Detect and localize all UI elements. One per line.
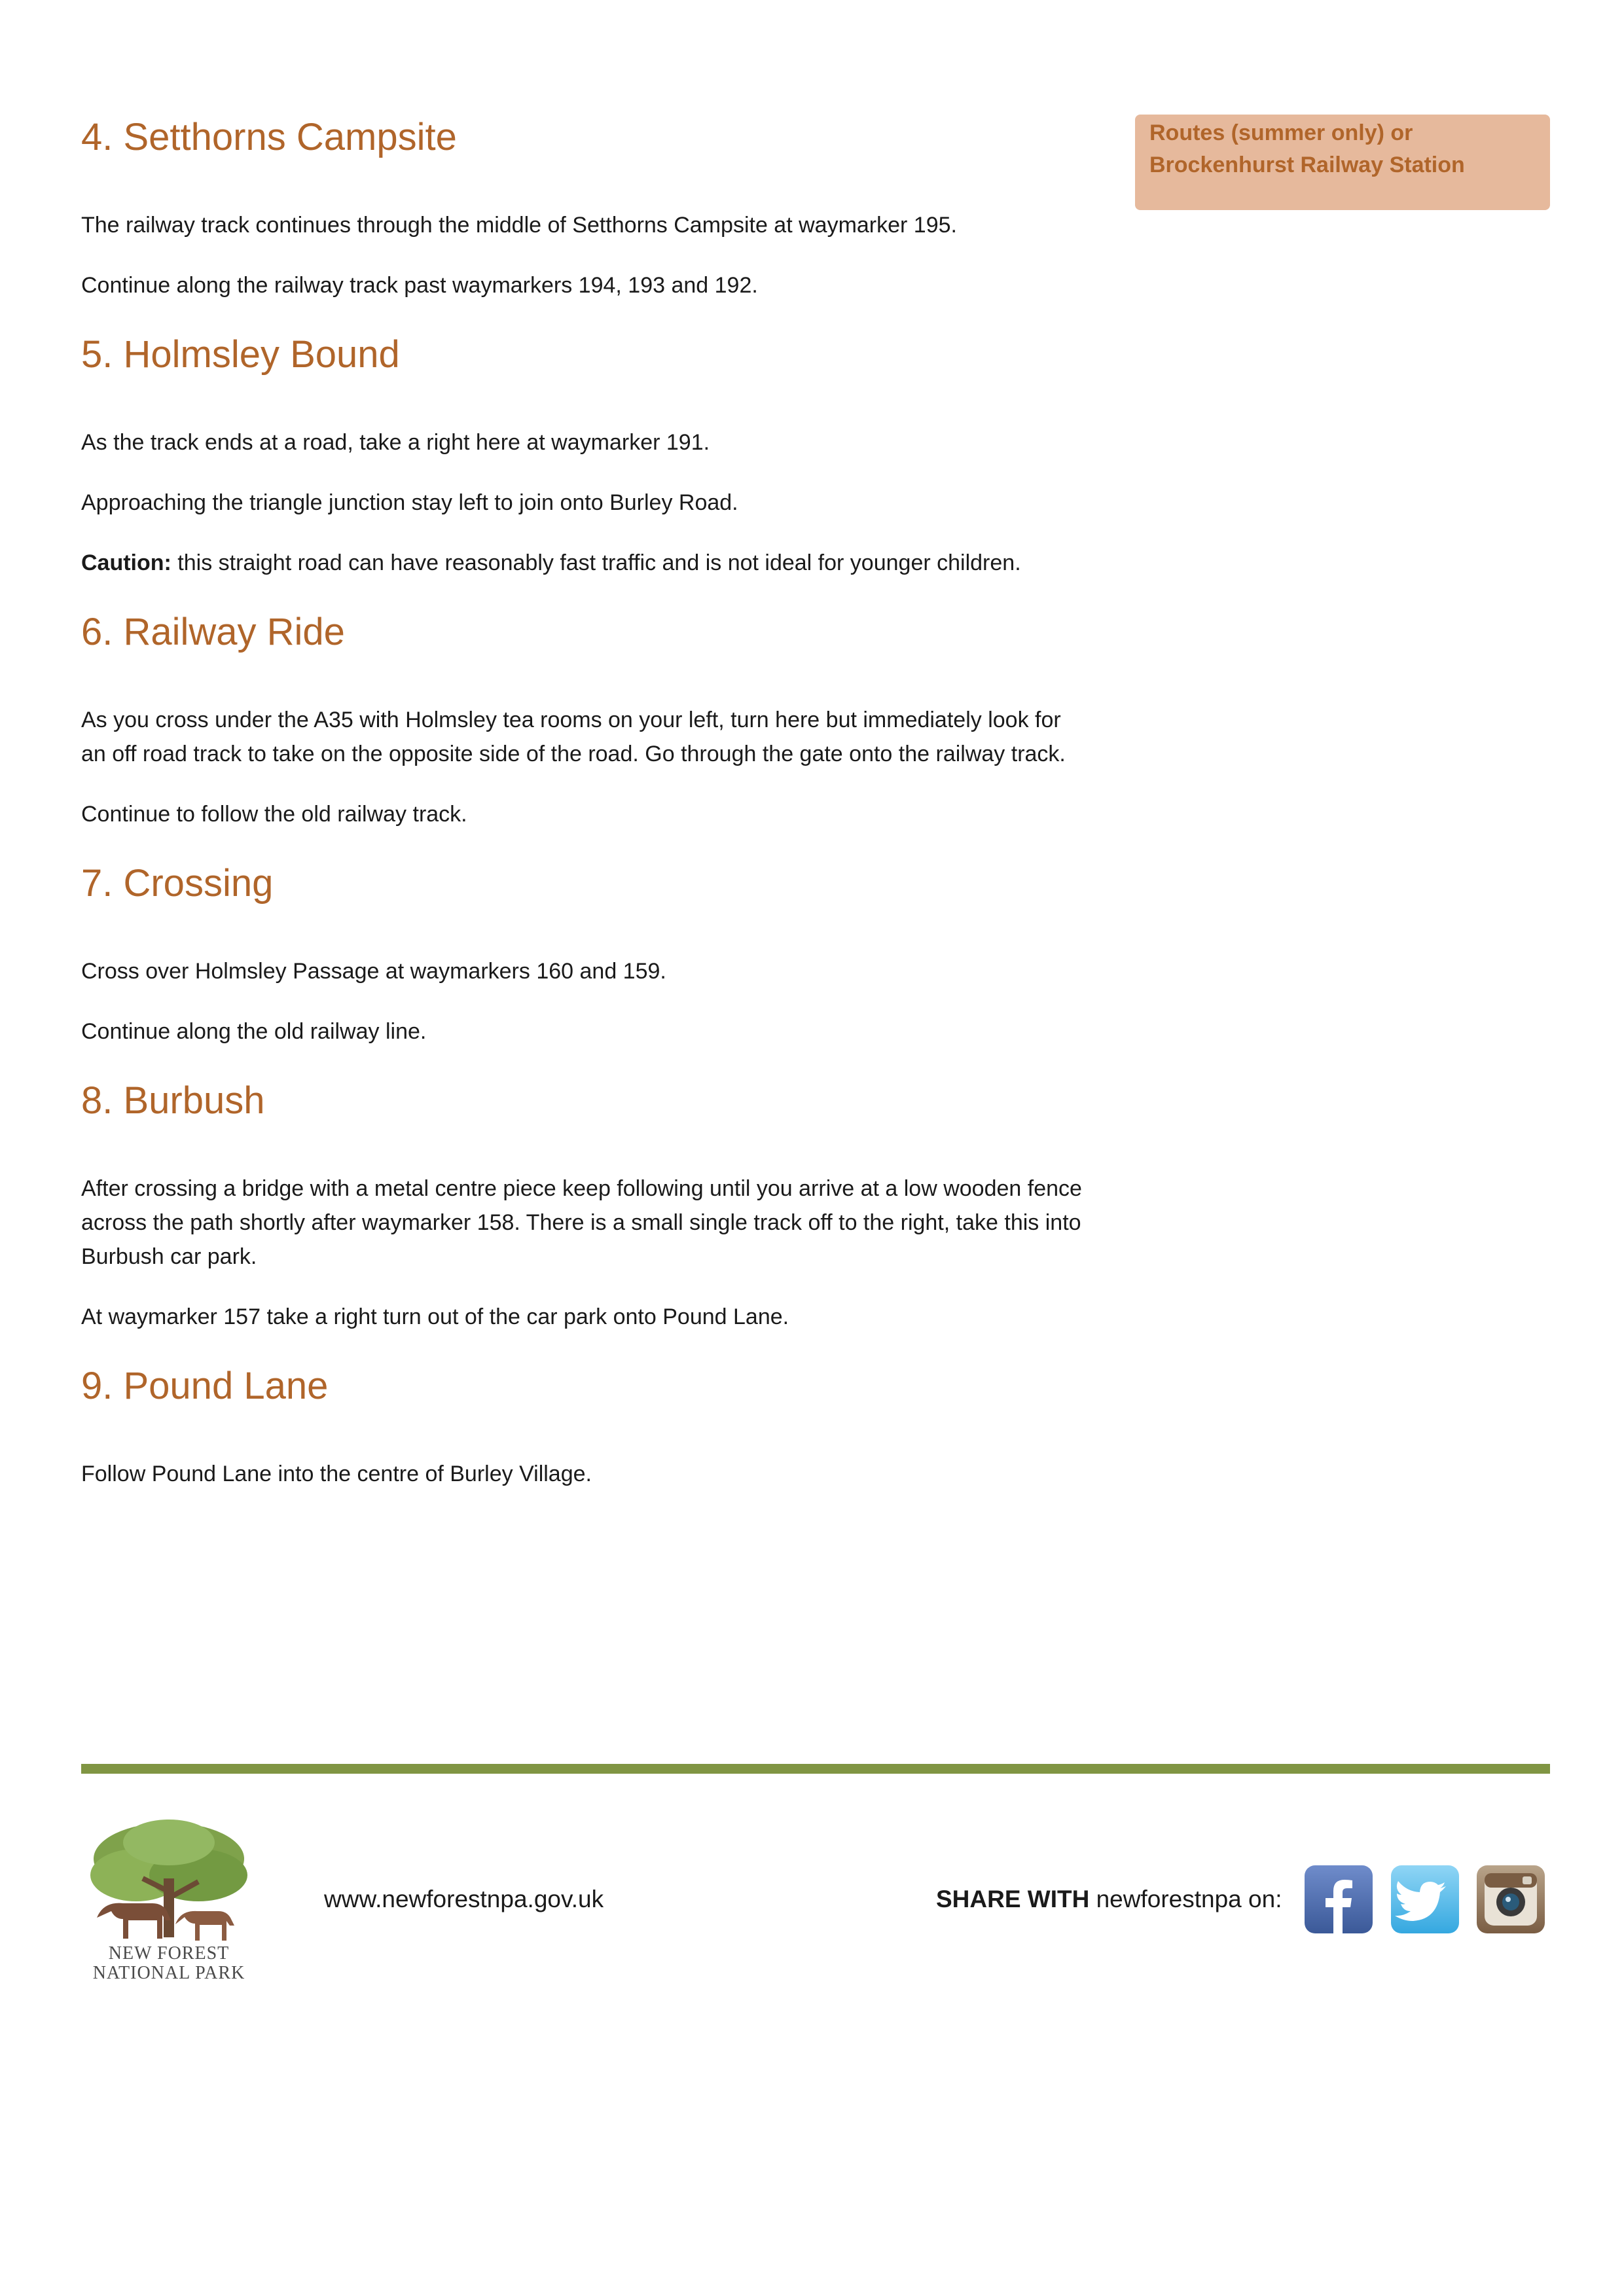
- website-link[interactable]: www.newforestnpa.gov.uk: [324, 1886, 604, 1912]
- sidebox-line: Brockenhurst Railway Station: [1149, 152, 1465, 177]
- paragraph: Cross over Holmsley Passage at waymarkers 160 and 159.: [81, 959, 666, 984]
- logo-line: NEW FOREST: [108, 1943, 230, 1964]
- caution-text: this straight road can have reasonably fast traffic and is not ideal for younger children.: [171, 550, 1021, 575]
- main-content: [81, 111, 1102, 1517]
- caution-label: Caution:: [81, 550, 171, 575]
- sidebox-line: Routes (summer only) or: [1149, 120, 1413, 145]
- section-heading: 9. Pound Lane: [81, 1365, 329, 1407]
- paragraph: As the track ends at a road, take a right here at waymarker 191.: [81, 430, 710, 455]
- paragraph: The railway track continues through the middle of Setthorns Campsite at waymarker 195.: [81, 213, 957, 238]
- logo-wordmark: [77, 1944, 261, 1983]
- logo-line: NATIONAL PARK: [92, 1963, 245, 1983]
- paragraph: At waymarker 157 take a right turn out of the car park onto Pound Lane.: [81, 1304, 789, 1329]
- section-pound-lane: [81, 1360, 1102, 1491]
- paragraph: Approaching the triangle junction stay left to join onto Burley Road.: [81, 490, 738, 515]
- paragraph: After crossing a bridge with a metal centre piece keep following until you arrive at a low wooden fence across the path shortly after waymarker 158. There is a small single track off to the right, take this into Burbush car park.: [81, 1176, 1082, 1269]
- paragraph: Continue along the old railway line.: [81, 1019, 427, 1044]
- footer-divider: [81, 1764, 1550, 1774]
- share-bold: SHARE WITH: [936, 1886, 1090, 1912]
- facebook-icon[interactable]: [1305, 1865, 1373, 1933]
- paragraph: As you cross under the A35 with Holmsley tea rooms on your left, turn here but immediately look for an off road track to take on the opposite side of the road. Go through the gate onto the railway track.: [81, 708, 1066, 766]
- section-heading: 6. Railway Ride: [81, 611, 345, 653]
- section-holmsley-bound: [81, 329, 1102, 580]
- section-crossing: [81, 857, 1102, 1049]
- section-heading: 7. Crossing: [81, 862, 274, 905]
- section-heading: 4. Setthorns Campsite: [81, 116, 457, 158]
- twitter-icon[interactable]: [1391, 1865, 1459, 1933]
- route-sidebox: [1135, 115, 1550, 210]
- paragraph: Continue along the railway track past waymarkers 194, 193 and 192.: [81, 273, 758, 298]
- section-heading: 5. Holmsley Bound: [81, 333, 400, 376]
- share-text: [936, 1883, 1282, 1916]
- section-heading: 8. Burbush: [81, 1079, 265, 1122]
- section-railway-ride: [81, 606, 1102, 831]
- caution-paragraph: [81, 546, 1063, 580]
- instagram-icon[interactable]: [1477, 1865, 1545, 1933]
- paragraph: Follow Pound Lane into the centre of Burley Village.: [81, 1462, 592, 1486]
- share-rest: newforestnpa on:: [1089, 1886, 1282, 1912]
- paragraph: Continue to follow the old railway track.: [81, 802, 467, 827]
- section-setthorns-campsite: [81, 111, 1102, 302]
- section-burbush: [81, 1075, 1102, 1334]
